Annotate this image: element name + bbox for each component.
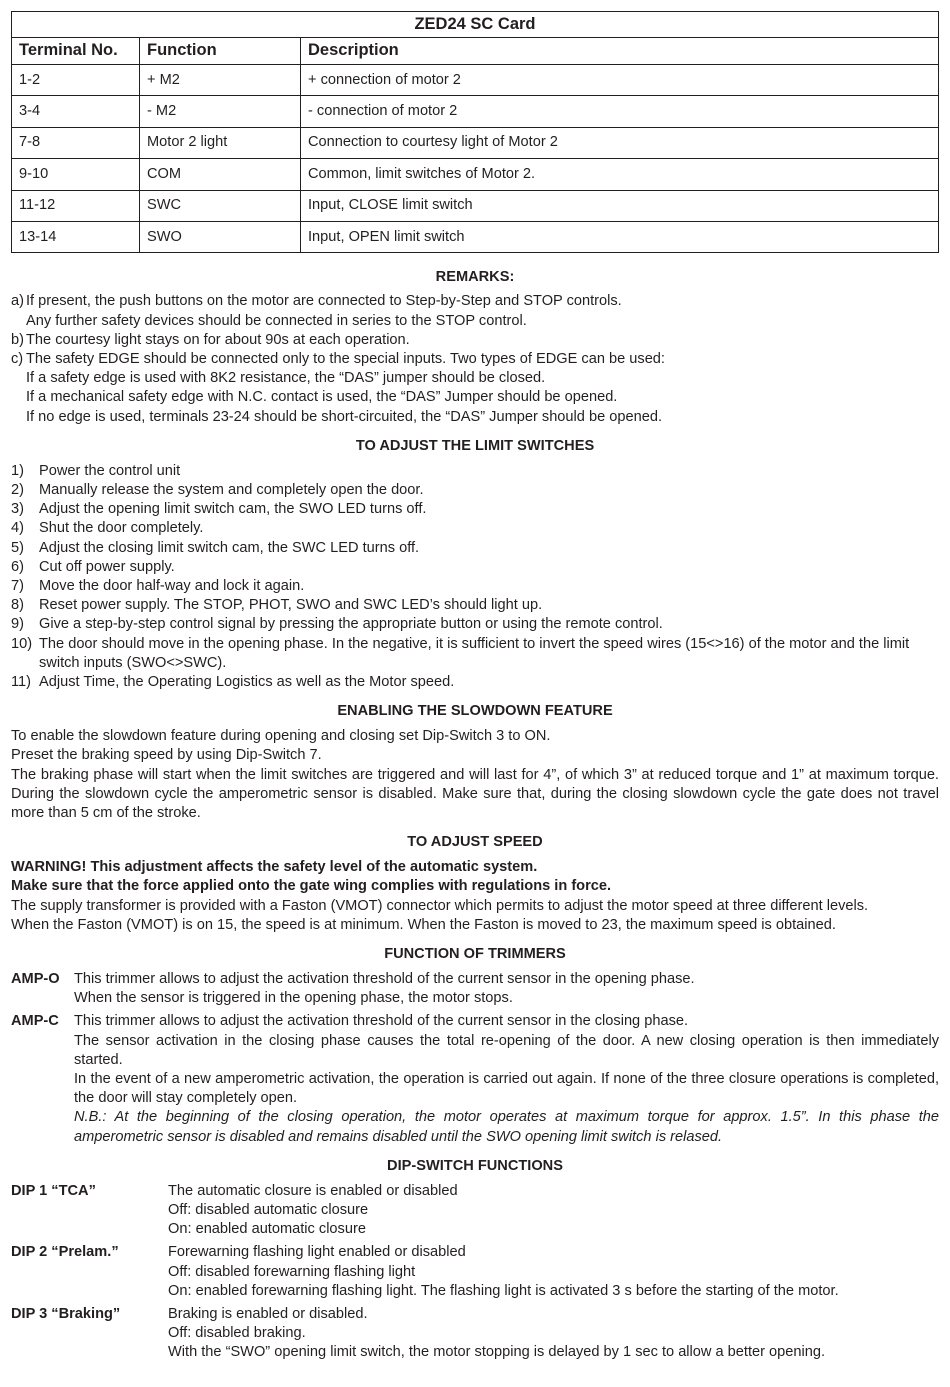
step-number: 6): [11, 558, 24, 575]
header-terminal: Terminal No.: [12, 38, 140, 65]
function-cell: - M2: [140, 96, 301, 127]
terminal-table: [11, 11, 939, 253]
remarks-section: [11, 292, 939, 426]
list-item: [11, 519, 939, 538]
dip-item: [11, 1243, 939, 1301]
remark-text: Any further safety devices should be connected in series to the STOP control.: [26, 312, 527, 329]
description-cell: - connection of motor 2: [301, 96, 939, 127]
table-row: [12, 221, 939, 252]
function-cell: COM: [140, 159, 301, 190]
speed-heading: TO ADJUST SPEED: [407, 834, 543, 851]
slowdown-paragraph: To enable the slowdown feature during opening and closing set Dip-Switch 3 to ON.: [11, 728, 551, 745]
dip-text: The automatic closure is enabled or disabled: [168, 1182, 458, 1199]
remark-text: If a mechanical safety edge with N.C. contact is used, the “DAS” Jumper should be opened.: [26, 389, 618, 406]
step-text: Move the door half-way and lock it again.: [39, 577, 305, 594]
slowdown-heading: ENABLING THE SLOWDOWN FEATURE: [337, 703, 613, 720]
step-number: 2): [11, 481, 24, 498]
dip-text: On: enabled automatic closure: [168, 1221, 366, 1238]
speed-warning: WARNING! This adjustment affects the safety level of the automatic system.: [11, 859, 538, 876]
remark-text: If present, the push buttons on the motor are connected to Step-by-Step and STOP controls.: [26, 293, 622, 310]
trimmers-heading: FUNCTION OF TRIMMERS: [384, 946, 566, 963]
dip-code: DIP 2 “Prelam.”: [11, 1244, 119, 1261]
step-number: 10): [11, 635, 33, 652]
remark-label: c): [11, 350, 24, 367]
terminal-cell: 1-2: [12, 65, 140, 96]
step-text: The door should move in the opening phase. In the negative, it is sufficient to invert the speed wires (15<>16) of the motor and the limit switch inputs (SWO<>SWC).: [39, 635, 910, 671]
terminal-cell: 9-10: [12, 159, 140, 190]
remark-text: If a safety edge is used with 8K2 resistance, the “DAS” jumper should be closed.: [26, 370, 546, 387]
list-item: [11, 558, 939, 577]
trimmer-text: In the event of a new amperometric activation, the operation is carried out again. If none of the three closure operations is completed, the door will stay completely open.: [74, 1071, 939, 1107]
speed-paragraph: When the Faston (VMOT) is on 15, the speed is at minimum. When the Faston is moved to 23, the maximum speed is obtained.: [11, 916, 836, 933]
slowdown-paragraph: Preset the braking speed by using Dip-Switch 7.: [11, 747, 322, 764]
dip-text: Braking is enabled or disabled.: [168, 1306, 368, 1323]
dip-item: [11, 1305, 939, 1363]
list-item: [11, 481, 939, 500]
terminal-cell: 13-14: [12, 221, 140, 252]
step-number: 1): [11, 462, 24, 479]
table-row: [12, 159, 939, 190]
function-cell: SWO: [140, 221, 301, 252]
trimmer-amp-c: [11, 1012, 939, 1146]
terminal-cell: 3-4: [12, 96, 140, 127]
limit-switches-heading: TO ADJUST THE LIMIT SWITCHES: [355, 437, 595, 454]
remark-item: [11, 350, 939, 369]
header-function: Function: [140, 38, 301, 65]
description-cell: Connection to courtesy light of Motor 2: [301, 127, 939, 158]
step-text: Reset power supply. The STOP, PHOT, SWO and SWC LED’s should light up.: [39, 597, 543, 614]
speed-paragraph: The supply transformer is provided with a Faston (VMOT) connector which permits to adjust the motor speed at three different levels.: [11, 897, 869, 914]
step-text: Power the control unit: [39, 462, 181, 479]
list-item: [11, 673, 939, 692]
step-text: Manually release the system and completely open the door.: [39, 481, 424, 498]
remarks-heading: REMARKS:: [435, 269, 515, 286]
step-number: 7): [11, 577, 24, 594]
trimmer-note: N.B.: At the beginning of the closing operation, the motor operates at maximum torque for approx. 1.5”. In this phase the amperometric sensor is disabled and remains disabled until the SWO opening limit switch is relased.: [74, 1109, 939, 1145]
trimmer-text: This trimmer allows to adjust the activation threshold of the current sensor in the opening phase.: [74, 971, 695, 988]
table-row: [12, 127, 939, 158]
dip-code: DIP 3 “Braking”: [11, 1306, 121, 1323]
trimmer-amp-o: [11, 970, 939, 1008]
list-item: [11, 596, 939, 615]
remark-text: If no edge is used, terminals 23-24 should be short-circuited, the “DAS” Jumper should be opened.: [26, 408, 662, 425]
remark-item: [11, 292, 939, 311]
remark-item: [11, 331, 939, 350]
step-text: Adjust the opening limit switch cam, the SWO LED turns off.: [39, 501, 427, 518]
step-text: Adjust the closing limit switch cam, the SWC LED turns off.: [39, 539, 420, 556]
dip-text: Off: disabled forewarning flashing light: [168, 1263, 416, 1280]
remark-text: The courtesy light stays on for about 90s at each operation.: [26, 331, 410, 348]
list-item: [11, 539, 939, 558]
remark-label: b): [11, 331, 24, 348]
limit-switches-steps: [11, 462, 939, 692]
table-row: [12, 190, 939, 221]
step-number: 3): [11, 501, 24, 518]
list-item: [11, 577, 939, 596]
list-item: [11, 462, 939, 481]
description-cell: + connection of motor 2: [301, 65, 939, 96]
step-number: 8): [11, 597, 24, 614]
list-item: [11, 500, 939, 519]
terminal-cell: 11-12: [12, 190, 140, 221]
step-number: 9): [11, 616, 24, 633]
list-item: [11, 615, 939, 634]
dip-text: Forewarning flashing light enabled or disabled: [168, 1244, 466, 1261]
remark-text: The safety EDGE should be connected only to the special inputs. Two types of EDGE can be used:: [26, 350, 665, 367]
list-item: [11, 635, 939, 673]
function-cell: SWC: [140, 190, 301, 221]
step-number: 11): [11, 674, 32, 690]
trimmer-text: When the sensor is triggered in the opening phase, the motor stops.: [74, 990, 513, 1007]
trimmer-text: The sensor activation in the closing phase causes the total re-opening of the door. A new closing operation is then immediately started.: [74, 1032, 939, 1068]
slowdown-paragraph: The braking phase will start when the limit switches are triggered and will last for 4”, of which 3” at reduced torque and 1” at maximum torque. During the slowdown cycle the amperometric sensor is disabled. Make sure that, during the closing slowdown cycle the gate does not travel more than 5 cm of the stroke.: [11, 766, 939, 822]
dip-code: DIP 1 “TCA”: [11, 1182, 96, 1199]
description-cell: Common, limit switches of Motor 2.: [301, 159, 939, 190]
trimmer-text: This trimmer allows to adjust the activation threshold of the current sensor in the closing phase.: [74, 1013, 689, 1030]
description-cell: Input, CLOSE limit switch: [301, 190, 939, 221]
step-number: 5): [11, 539, 24, 556]
dip-text: With the “SWO” opening limit switch, the motor stopping is delayed by 1 sec to allow a better opening.: [168, 1344, 826, 1361]
step-text: Cut off power supply.: [39, 558, 175, 575]
dip-text: On: enabled forewarning flashing light. The flashing light is activated 3 s before the starting of the motor.: [168, 1282, 839, 1299]
document-page: [11, 11, 939, 1367]
function-cell: Motor 2 light: [140, 127, 301, 158]
trimmer-code: AMP-C: [11, 1013, 59, 1030]
remark-label: a): [11, 293, 24, 310]
function-cell: + M2: [140, 65, 301, 96]
step-text: Adjust Time, the Operating Logistics as well as the Motor speed.: [39, 674, 455, 690]
table-caption: ZED24 SC Card: [12, 12, 939, 38]
dip-text: Off: disabled automatic closure: [168, 1202, 369, 1219]
description-cell: Input, OPEN limit switch: [301, 221, 939, 252]
table-row: [12, 96, 939, 127]
step-number: 4): [11, 520, 24, 537]
dip-heading: DIP-SWITCH FUNCTIONS: [387, 1157, 563, 1174]
dip-item: [11, 1182, 939, 1240]
speed-warning: Make sure that the force applied onto the gate wing complies with regulations in force.: [11, 878, 612, 895]
step-text: Shut the door completely.: [39, 520, 204, 537]
dip-text: Off: disabled braking.: [168, 1325, 306, 1342]
step-text: Give a step-by-step control signal by pressing the appropriate button or using the remote control.: [39, 616, 663, 633]
terminal-cell: 7-8: [12, 127, 140, 158]
header-description: Description: [301, 38, 939, 65]
trimmer-code: AMP-O: [11, 971, 60, 988]
table-row: [12, 65, 939, 96]
